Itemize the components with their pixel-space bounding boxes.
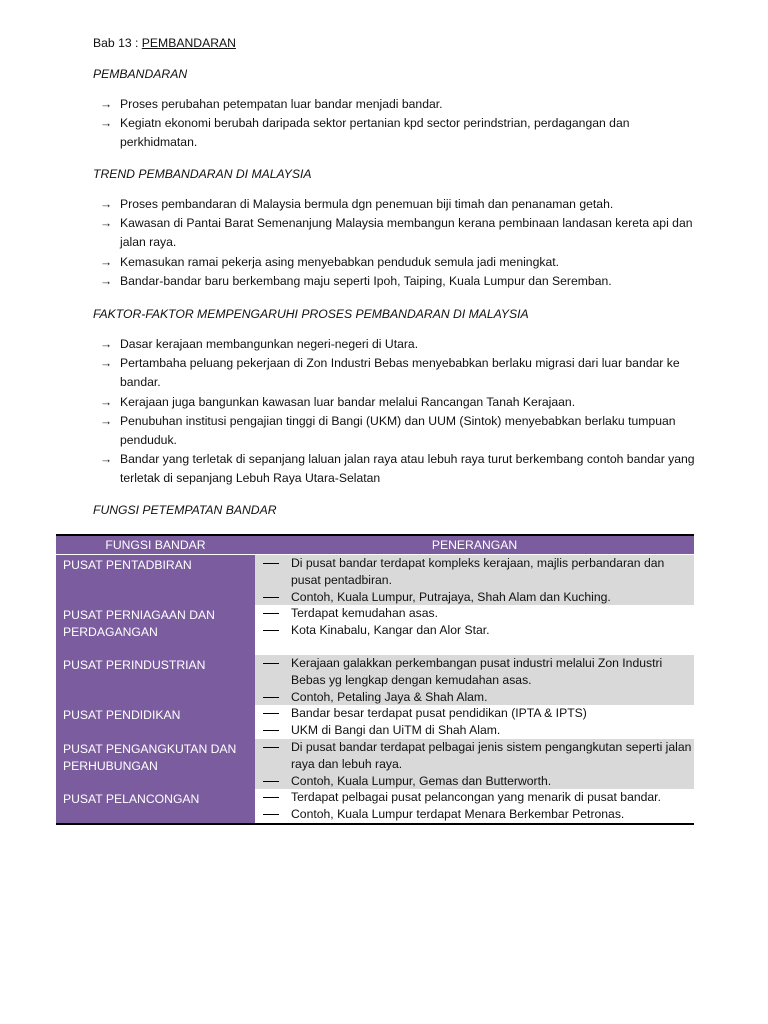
- penerangan-text: UKM di Bangi dan UiTM di Shah Alam.: [291, 723, 501, 738]
- dash-icon: [263, 797, 279, 798]
- penerangan-item: [255, 705, 694, 722]
- table-row: [56, 705, 694, 739]
- arrow-icon: →: [100, 216, 113, 231]
- column-header-fungsi: FUNGSI BANDAR: [56, 535, 255, 555]
- arrow-icon: →: [100, 97, 113, 111]
- chapter-title: PEMBANDARAN: [141, 36, 236, 50]
- arrow-icon: →: [100, 394, 113, 409]
- list-item: [100, 272, 700, 291]
- dash-icon: [263, 730, 279, 731]
- penerangan-item: [255, 722, 694, 739]
- list-item-text: Penubuhan institusi pengajian tinggi di Bangi (UKM) dan UUM (Sintok) menyebabkan berlaku tumpuan penduduk.: [120, 413, 676, 448]
- penerangan-text: Contoh, Kuala Lumpur, Gemas dan Butterworth.: [291, 773, 552, 788]
- chapter-prefix: Bab 13 :: [93, 36, 142, 50]
- penerangan-cell: [255, 655, 694, 705]
- list-item: [100, 253, 700, 272]
- penerangan-text: Contoh, Kuala Lumpur, Putrajaya, Shah Alam dan Kuching.: [291, 589, 611, 604]
- dash-icon: [263, 713, 279, 714]
- column-header-penerangan: PENERANGAN: [255, 535, 694, 555]
- arrow-icon: →: [100, 116, 113, 131]
- arrow-icon: →: [100, 356, 113, 371]
- fungsi-cell: PUSAT PENTADBIRAN: [56, 555, 255, 606]
- penerangan-cell: [255, 705, 694, 739]
- penerangan-cell: [255, 739, 694, 789]
- list-item: [100, 95, 700, 114]
- penerangan-text: Bandar besar terdapat pusat pendidikan (IPTA & IPTS): [291, 706, 587, 721]
- penerangan-item: [255, 589, 694, 606]
- fungsi-cell: PUSAT PERNIAGAAN DAN PERDAGANGAN: [56, 605, 255, 655]
- arrow-icon: →: [100, 273, 113, 288]
- list-item: [100, 335, 700, 354]
- section-heading-faktor: FAKTOR-FAKTOR MEMPENGARUHI PROSES PEMBANDARAN DI MALAYSIA: [93, 307, 529, 321]
- penerangan-item: [255, 689, 694, 706]
- penerangan-cell: [255, 789, 694, 824]
- penerangan-text: Kota Kinabalu, Kangar dan Alor Star.: [291, 623, 490, 638]
- list-item-text: Bandar yang terletak di sepanjang laluan jalan raya atau lebuh raya turut berkembang contoh bandar yang terletak di sepanjang Lebuh Raya Utara-Selatan: [120, 452, 695, 486]
- section-heading-pembandaran: PEMBANDARAN: [93, 67, 188, 81]
- penerangan-item: [255, 739, 694, 773]
- table-row: [56, 605, 694, 655]
- penerangan-text: Kerajaan galakkan perkembangan pusat industri melalui Zon Industri Bebas yg lengkap dengan kemudahan asas.: [291, 655, 663, 687]
- list-faktor: [100, 335, 700, 489]
- dash-icon: [263, 597, 279, 598]
- dash-icon: [263, 663, 279, 664]
- list-item-text: Pertambaha peluang pekerjaan di Zon Industri Bebas menyebabkan berlaku migrasi dari luar bandar ke bandar.: [120, 356, 680, 390]
- dash-icon: [263, 781, 279, 782]
- dash-icon: [263, 814, 279, 815]
- arrow-icon: →: [100, 197, 113, 211]
- arrow-icon: →: [100, 337, 113, 351]
- penerangan-item: [255, 655, 694, 689]
- dash-icon: [263, 563, 279, 564]
- list-item-text: Proses perubahan petempatan luar bandar menjadi bandar.: [120, 97, 443, 111]
- arrow-icon: →: [100, 413, 113, 428]
- list-item-text: Bandar-bandar baru berkembang maju seperti Ipoh, Taiping, Kuala Lumpur dan Seremban.: [120, 273, 612, 288]
- table-row: [56, 555, 694, 606]
- penerangan-item: [255, 622, 694, 639]
- list-item-text: Proses pembandaran di Malaysia bermula dgn penemuan biji timah dan penanaman getah.: [120, 197, 614, 211]
- list-item-text: Kegiatn ekonomi berubah daripada sektor pertanian kpd sector perindstrian, perdagangan dan perkhidmatan.: [120, 116, 630, 150]
- row-spacer: [255, 639, 694, 655]
- list-item: [100, 393, 700, 412]
- section-heading-trend: TREND PEMBANDARAN DI MALAYSIA: [93, 167, 312, 181]
- list-item: [100, 450, 700, 488]
- penerangan-text: Terdapat pelbagai pusat pelancongan yang menarik di pusat bandar.: [291, 790, 661, 805]
- list-pembandaran: [100, 95, 700, 153]
- list-item-text: Kemasukan ramai pekerja asing menyebabkan penduduk semula jadi meningkat.: [120, 254, 560, 269]
- penerangan-item: [255, 555, 694, 589]
- list-trend: [100, 195, 700, 291]
- dash-icon: [263, 613, 279, 614]
- penerangan-text: Contoh, Petaling Jaya & Shah Alam.: [291, 689, 488, 704]
- list-item: [100, 114, 700, 152]
- list-item: [100, 354, 700, 392]
- list-item: [100, 214, 700, 252]
- list-item: [100, 412, 700, 450]
- fungsi-cell: PUSAT PENDIDIKAN: [56, 705, 255, 739]
- arrow-icon: →: [100, 452, 113, 467]
- penerangan-cell: [255, 605, 694, 655]
- penerangan-item: [255, 789, 694, 806]
- fungsi-cell: PUSAT PENGANGKUTAN DAN PERHUBUNGAN: [56, 739, 255, 789]
- table-row: [56, 739, 694, 789]
- table-header-row: [56, 535, 694, 555]
- chapter-heading: [93, 35, 236, 51]
- section-heading-fungsi: FUNGSI PETEMPATAN BANDAR: [93, 503, 277, 517]
- dash-icon: [263, 747, 279, 748]
- list-item-text: Kawasan di Pantai Barat Semenanjung Malaysia membangun kerana pembinaan landasan kereta api dan jalan raya.: [120, 216, 693, 250]
- fungsi-cell: PUSAT PERINDUSTRIAN: [56, 655, 255, 705]
- penerangan-item: [255, 773, 694, 790]
- penerangan-item: [255, 605, 694, 622]
- penerangan-text: Terdapat kemudahan asas.: [291, 606, 439, 621]
- penerangan-text: Di pusat bandar terdapat kompleks kerajaan, majlis perbandaran dan pusat pentadbiran.: [291, 556, 665, 587]
- dash-icon: [263, 630, 279, 631]
- penerangan-text: Di pusat bandar terdapat pelbagai jenis sistem pengangkutan seperti jalan raya dan lebuh raya.: [291, 739, 692, 771]
- arrow-icon: →: [100, 254, 113, 269]
- dash-icon: [263, 697, 279, 698]
- list-item: [100, 195, 700, 214]
- list-item-text: Kerajaan juga bangunkan kawasan luar bandar melalui Rancangan Tanah Kerajaan.: [120, 394, 576, 409]
- penerangan-cell: [255, 555, 694, 606]
- fungsi-table: [56, 534, 694, 825]
- table-row: [56, 789, 694, 824]
- fungsi-cell: PUSAT PELANCONGAN: [56, 789, 255, 824]
- list-item-text: Dasar kerajaan membangunkan negeri-negeri di Utara.: [120, 337, 419, 351]
- table-row: [56, 655, 694, 705]
- penerangan-text: Contoh, Kuala Lumpur terdapat Menara Berkembar Petronas.: [291, 807, 625, 822]
- penerangan-item: [255, 806, 694, 823]
